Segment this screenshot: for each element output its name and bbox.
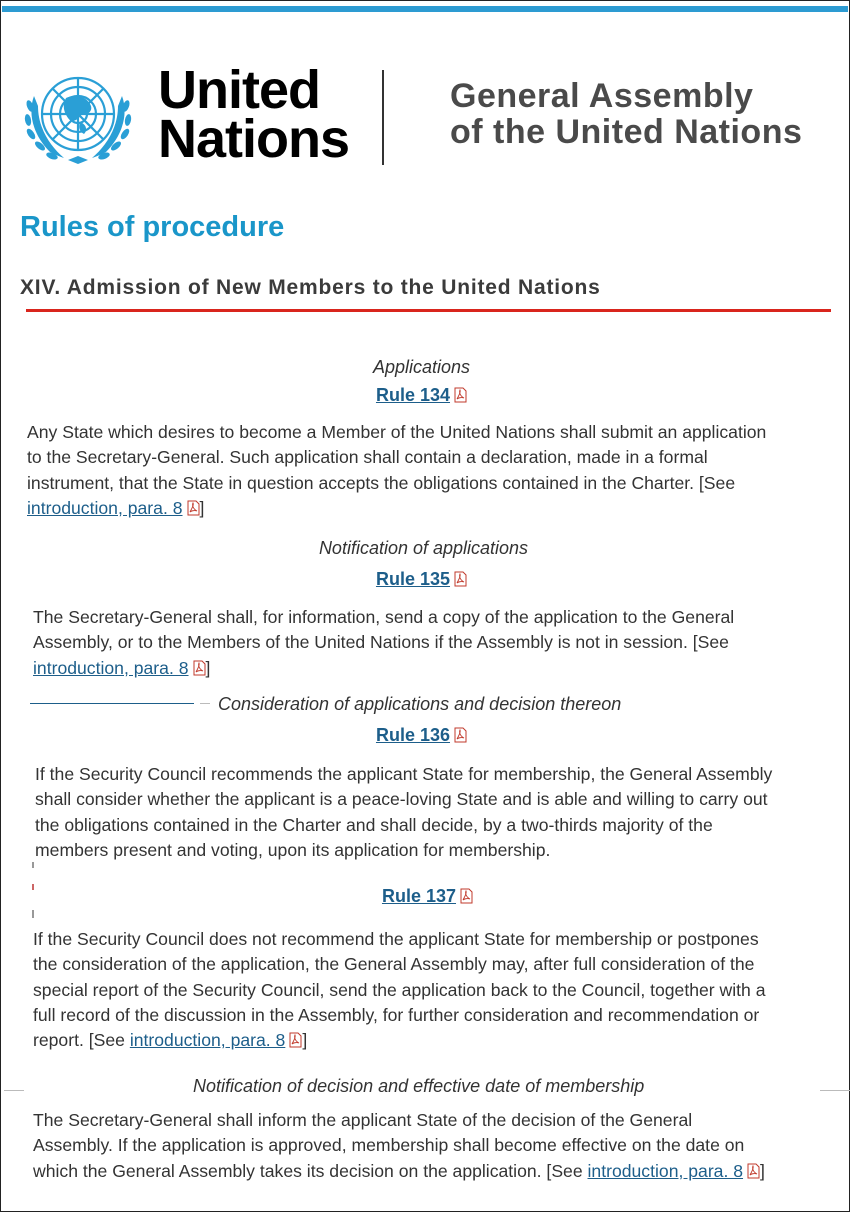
rule-136-link[interactable]: Rule 136: [375, 725, 451, 745]
text-span: report. [See: [33, 1030, 125, 1051]
rule-134-heading: [0, 385, 843, 406]
text-line: to the Secretary-General. Such application shall contain a declaration, made in a formal: [27, 447, 708, 468]
header-divider: [382, 70, 384, 165]
section-caption-applications: Applications: [372, 357, 471, 377]
text-line: The Secretary-General shall, for information, send a copy of the application to the General: [33, 607, 735, 627]
bracket-close: ]: [302, 1030, 308, 1051]
rule-134-text: [27, 420, 827, 521]
text-line: The Secretary-General shall inform the applicant State of the decision of the General: [33, 1110, 693, 1130]
un-emblem-icon[interactable]: [16, 66, 140, 170]
bracket-close: ]: [199, 497, 205, 518]
rule-134-link[interactable]: Rule 134: [375, 385, 451, 405]
text-line: [27, 496, 827, 521]
text-line: full record of the discussion in the Assembly, for further consideration and recommendation or: [33, 1004, 760, 1025]
text-span: which the General Assembly takes its decision on the application. [See: [33, 1160, 583, 1181]
scan-artifact-line: [200, 703, 210, 704]
scan-artifact-mark: [32, 910, 34, 918]
ga-title-line1: General Assembly: [450, 77, 754, 115]
wordmark-line1: United: [158, 60, 320, 120]
ga-title-line2: of the United Nations: [450, 113, 803, 151]
text-line: Any State which desires to become a Member of the United Nations shall submit an application: [27, 422, 767, 442]
un-wordmark[interactable]: [158, 60, 350, 169]
section-caption-notification: Notification of applications: [318, 538, 529, 558]
section-caption-decision: Notification of decision and effective date of membership: [193, 1076, 645, 1096]
text-line: [33, 1028, 833, 1053]
scan-artifact-line: [30, 703, 194, 704]
introduction-link[interactable]: introduction, para. 8: [33, 657, 189, 678]
rule-137-text: [33, 927, 833, 1053]
rule-136-text: [35, 762, 835, 863]
introduction-link[interactable]: introduction, para. 8: [587, 1160, 744, 1181]
rule-135-heading: [0, 569, 843, 590]
scan-artifact-mark: [32, 862, 34, 868]
rule-137-heading: [0, 886, 852, 907]
chapter-heading: XIV. Admission of New Members to the United Nations: [20, 276, 601, 299]
section-caption-consideration: Consideration of applications and decision thereon: [218, 694, 622, 714]
wordmark-line2: Nations: [158, 109, 350, 169]
text-line: shall consider whether the applicant is a peace-loving State and is able and willing to carry out: [35, 789, 768, 810]
text-line: Assembly, or to the Members of the United Nations if the Assembly is not in session. [See: [33, 632, 729, 653]
rule-137-link[interactable]: Rule 137: [381, 886, 457, 906]
text-line: [33, 656, 833, 681]
pdf-icon[interactable]: [187, 500, 200, 516]
rule-136-heading: [0, 725, 843, 746]
rule-135-link[interactable]: Rule 135: [375, 569, 451, 589]
pdf-icon[interactable]: [289, 1032, 302, 1048]
text-line: special report of the Security Council, send the application back to the Council, together with a: [33, 979, 766, 1000]
pdf-icon[interactable]: [747, 1163, 760, 1179]
text-line: instrument, that the State in question accepts the obligations contained in the Charter. [See: [27, 472, 736, 493]
scan-artifact-line: [820, 1090, 850, 1091]
pdf-icon[interactable]: [454, 727, 467, 743]
pdf-icon[interactable]: [454, 387, 467, 403]
rule-138-text: [33, 1108, 833, 1184]
pdf-icon[interactable]: [454, 571, 467, 587]
introduction-link[interactable]: introduction, para. 8: [27, 497, 183, 518]
text-line: Assembly. If the application is approved, membership shall become effective on the date on: [33, 1135, 745, 1156]
page-title: Rules of procedure: [20, 211, 285, 243]
text-line: the consideration of the application, the General Assembly may, after full consideration of the: [33, 954, 755, 975]
general-assembly-title: [450, 78, 802, 150]
pdf-icon[interactable]: [460, 888, 473, 904]
text-line: the obligations contained in the Charter and shall decide, by a two-thirds majority of the: [35, 814, 713, 835]
scan-artifact-line: [4, 1090, 24, 1091]
text-line: members present and voting, upon its application for membership.: [35, 839, 551, 860]
text-line: If the Security Council does not recommend the applicant State for membership or postpones: [33, 929, 759, 949]
text-line: If the Security Council recommends the applicant State for membership, the General Assembly: [35, 764, 773, 784]
bracket-close: ]: [760, 1160, 765, 1181]
rule-135-text: [33, 605, 833, 681]
pdf-icon[interactable]: [193, 660, 206, 676]
introduction-link[interactable]: introduction, para. 8: [129, 1030, 286, 1051]
text-line: [33, 1159, 833, 1184]
bracket-close: ]: [205, 657, 211, 678]
top-accent-bar: [2, 6, 848, 12]
heading-underline: [26, 309, 831, 312]
